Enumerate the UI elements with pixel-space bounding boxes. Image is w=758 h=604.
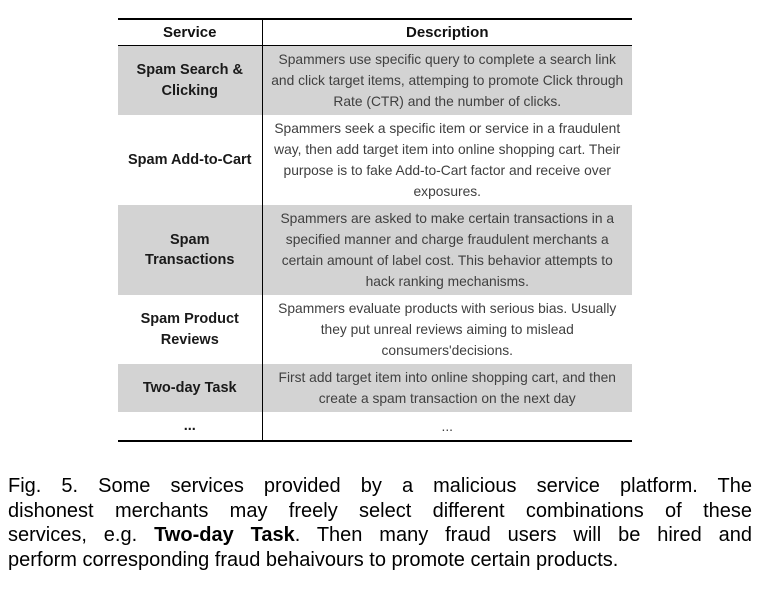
column-header-service: Service [118,19,262,46]
caption-text: services, e.g. [8,524,155,546]
description-cell: ... [441,418,453,434]
table-row [118,205,632,295]
table-body [118,46,632,442]
caption-line [8,499,752,524]
description-cell: Spammers use specific query to complete a search link and click target items, attemping to promote Click through Rate (CTR) and the number of clicks. [271,52,624,109]
services-table [118,18,632,442]
caption-text: dishonest merchants may freely select different combinations of these [8,499,752,522]
service-cell: Spam Transactions [118,205,262,295]
service-cell: Two-day Task [118,364,262,412]
caption-bold-term: Two-day Task [154,524,295,546]
service-cell: Spam Product Reviews [118,295,262,364]
service-cell: Spam Search & Clicking [118,46,262,116]
description-cell: Spammers seek a specific item or service in a fraudulent way, then add target item into online shopping cart. Their purpose is to fake Add-to-Cart factor and receive over exposures. [274,121,621,199]
caption-text: Fig. 5. Some services provided by a malicious service platform. The [8,475,752,497]
table-header [118,19,632,46]
caption-text: perform corresponding fraud behaivours to promote certain products. [8,548,619,571]
description-cell: First add target item into online shopping cart, and then create a spam transaction on the next day [278,370,616,406]
table-row [118,46,632,116]
caption-text: . Then many fraud users will be hired and [294,524,752,546]
description-cell: Spammers are asked to make certain transactions in a specified manner and charge fraudulent merchants a certain amount of label cost. This behavior attempts to hack ranking mechanisms. [280,211,615,289]
caption-line [8,523,752,548]
table-row [118,412,632,441]
table-row [118,295,632,364]
caption-line [8,548,752,573]
column-header-description: Description [262,19,632,46]
table-row [118,364,632,412]
figure-caption [8,474,752,572]
header-row [118,19,632,46]
description-cell: Spammers evaluate products with serious bias. Usually they put unreal reviews aiming to mislead consumers'decisions. [278,301,617,358]
service-cell: Spam Add-to-Cart [118,115,262,205]
table-row [118,115,632,205]
caption-line [8,474,752,499]
service-cell: ... [118,412,262,441]
